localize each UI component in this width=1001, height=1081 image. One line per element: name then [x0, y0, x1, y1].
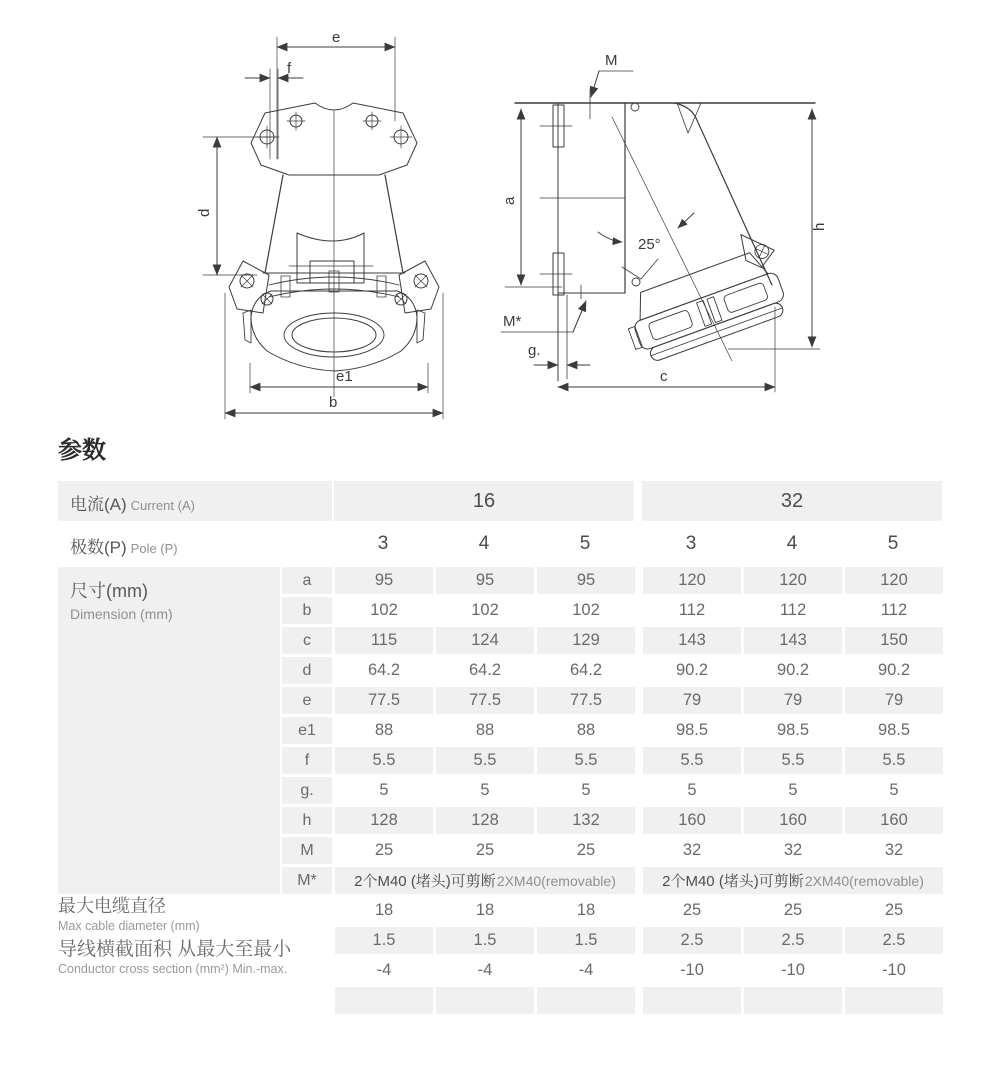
dim-label-e1: e1 — [336, 368, 353, 385]
cross-max-row — [282, 957, 946, 984]
dim-a-0: 95 — [335, 567, 433, 594]
dim-f-4: 5.5 — [744, 747, 842, 774]
dim-g.-2: 5 — [581, 781, 591, 799]
dim-g.-5: 5 — [889, 781, 899, 799]
dim-span-en: 2XM40(removable) — [496, 872, 616, 889]
body-left-edge — [265, 175, 283, 273]
m-leader — [591, 71, 599, 97]
dimension-rows — [282, 567, 946, 897]
pole-value-1: 4 — [478, 533, 490, 554]
dim-a-2: 95 — [537, 567, 635, 594]
dim-row-c — [282, 627, 946, 654]
cross-min-value-5: 2.5 — [845, 927, 943, 954]
dim-label-c: c — [660, 368, 668, 385]
cross-max-value-3: -10 — [680, 961, 704, 979]
dim-d-4: 90.2 — [776, 661, 810, 679]
empty-value-4 — [744, 987, 842, 1014]
dim-row-d — [282, 657, 946, 684]
pole-label-en: Pole (P) — [130, 541, 178, 556]
dim-label-e: e — [332, 29, 341, 46]
dim-M-0: 25 — [374, 841, 394, 859]
dim-e1-2: 88 — [576, 721, 596, 739]
dim-M-4: 32 — [783, 841, 803, 859]
parameter-table — [58, 481, 948, 1016]
dim-label-g: g. — [528, 342, 541, 359]
dim-b-5: 112 — [880, 601, 908, 619]
dim-h-4: 160 — [744, 807, 842, 834]
dim-c-5: 150 — [845, 627, 943, 654]
dim-h-3: 160 — [643, 807, 741, 834]
dim-a-3: 120 — [643, 567, 741, 594]
current-label-zh: 电流(A) — [70, 495, 127, 514]
max-cable-value-2: 18 — [576, 901, 596, 919]
dim-g.-4: 5 — [788, 781, 798, 799]
dim-e1-0: 88 — [374, 721, 394, 739]
dim-e-0: 77.5 — [335, 687, 433, 714]
bottom-flange-left — [229, 261, 269, 313]
dimension-label-en: Dimension (mm) — [70, 606, 173, 622]
conductor-label — [58, 934, 291, 976]
pole-value-0: 3 — [377, 533, 389, 554]
dim-M-2: 25 — [576, 841, 596, 859]
dim-a-1: 95 — [436, 567, 534, 594]
dim-b-0: 102 — [370, 601, 398, 619]
section-heading: 参数 — [58, 437, 106, 464]
current-label — [58, 481, 332, 521]
current-group-32: 32 — [642, 481, 942, 521]
dim-e-5: 79 — [845, 687, 943, 714]
cross-max-value-5: -10 — [882, 961, 906, 979]
dim-label-m-star: M* — [503, 313, 522, 330]
dim-key-g.: g. — [282, 777, 332, 804]
dim-h-5: 160 — [845, 807, 943, 834]
cross-min-value-2: 1.5 — [537, 927, 635, 954]
dim-key-a: a — [282, 567, 332, 594]
pole-label — [58, 524, 332, 564]
max-cable-value-1: 18 — [475, 901, 495, 919]
max-cable-value-5: 25 — [884, 901, 904, 919]
dim-c-4: 143 — [744, 627, 842, 654]
dim-row-M — [282, 837, 946, 864]
dim-g.-0: 5 — [379, 781, 389, 799]
empty-value-2 — [537, 987, 635, 1014]
pole-value-2: 5 — [579, 533, 591, 554]
dim-key-e: e — [282, 687, 332, 714]
dim-row-e — [282, 687, 946, 714]
empty-row — [282, 987, 946, 1014]
dim-b-4: 112 — [779, 601, 807, 619]
dim-span-en: 2XM40(removable) — [804, 872, 924, 889]
dim-b-2: 102 — [572, 601, 600, 619]
dim-key-h: h — [282, 807, 332, 834]
dim-e1-4: 98.5 — [776, 721, 810, 739]
dim-f-3: 5.5 — [643, 747, 741, 774]
dimension-label-zh: 尺寸(mm) — [70, 581, 148, 601]
conductor-label-en: Conductor cross section (mm²) Min.-max. — [58, 962, 288, 976]
dim-label-f: f — [287, 60, 292, 77]
pole-values — [334, 524, 945, 564]
dim-e1-3: 98.5 — [675, 721, 709, 739]
empty-value-0 — [335, 987, 433, 1014]
angle-label: 25° — [638, 236, 661, 253]
dim-row-b — [282, 597, 946, 624]
max-cable-label-en: Max cable diameter (mm) — [58, 919, 200, 933]
dim-e1-1: 88 — [475, 721, 495, 739]
dim-c-2: 129 — [537, 627, 635, 654]
dim-row-e1 — [282, 717, 946, 744]
dim-label-b: b — [329, 394, 338, 411]
dim-row-a — [282, 567, 946, 594]
dim-key-f: f — [282, 747, 332, 774]
dim-key-b: b — [282, 597, 332, 624]
bottom-rows — [282, 897, 946, 1017]
cross-max-value-4: -10 — [781, 961, 805, 979]
dim-label-h: h — [811, 222, 828, 231]
dim-span-zh: 2个M40 (堵头)可剪断 — [662, 873, 804, 890]
dim-a-5: 120 — [845, 567, 943, 594]
dim-key-c: c — [282, 627, 332, 654]
dim-h-0: 128 — [335, 807, 433, 834]
dim-M-1: 25 — [475, 841, 495, 859]
dim-key-e1: e1 — [282, 717, 332, 744]
dim-d-5: 90.2 — [877, 661, 911, 679]
max-cable-value-3: 25 — [682, 901, 702, 919]
dim-key-M: M — [282, 837, 332, 864]
cross-min-value-4: 2.5 — [744, 927, 842, 954]
dim-d-2: 64.2 — [569, 661, 603, 679]
dim-row-f — [282, 747, 946, 774]
dim-row-g. — [282, 777, 946, 804]
dim-g.-1: 5 — [480, 781, 490, 799]
cross-min-value-3: 2.5 — [643, 927, 741, 954]
dim-h-2: 132 — [537, 807, 635, 834]
dim-span-zh: 2个M40 (堵头)可剪断 — [354, 873, 496, 890]
dim-key-d: d — [282, 657, 332, 684]
front-view-drawing — [183, 25, 453, 435]
current-group-16: 16 — [334, 481, 634, 521]
cross-max-value-0: -4 — [376, 961, 392, 979]
dim-label-M: M — [605, 52, 618, 69]
dim-a-4: 120 — [744, 567, 842, 594]
pole-row — [58, 524, 945, 564]
current-row — [58, 481, 942, 521]
dim-g.-3: 5 — [687, 781, 697, 799]
cross-min-spacer — [282, 927, 332, 954]
body-right-edge — [385, 175, 403, 273]
empty-value-5 — [845, 987, 943, 1014]
dimension-label — [58, 567, 280, 894]
pole-label-zh: 极数(P) — [70, 538, 127, 557]
m-star-leader — [573, 301, 586, 332]
dim-d-1: 64.2 — [468, 661, 502, 679]
dim-d-0: 64.2 — [367, 661, 401, 679]
dim-f-0: 5.5 — [335, 747, 433, 774]
cross-max-value-2: -4 — [578, 961, 594, 979]
current-label-en: Current (A) — [130, 498, 195, 513]
bottom-flange-right — [399, 261, 439, 313]
conductor-label-zh: 导线横截面积 从最大至最小 — [58, 939, 292, 960]
dim-row-h — [282, 807, 946, 834]
dim-d-3: 90.2 — [675, 661, 709, 679]
socket-axis — [612, 117, 732, 361]
dim-e1-5: 98.5 — [877, 721, 911, 739]
max-cable-value-0: 18 — [374, 901, 394, 919]
cross-min-value-0: 1.5 — [335, 927, 433, 954]
cross-min-row — [282, 927, 946, 954]
dim-e-3: 79 — [643, 687, 741, 714]
max-cable-value-4: 25 — [783, 901, 803, 919]
cross-max-spacer — [282, 957, 332, 984]
side-view-drawing — [470, 35, 870, 415]
dim-e-4: 79 — [744, 687, 842, 714]
dim-key-M*: M* — [282, 867, 332, 894]
dim-M-3: 32 — [682, 841, 702, 859]
dim-f-5: 5.5 — [845, 747, 943, 774]
dim-c-1: 124 — [436, 627, 534, 654]
dim-h-1: 128 — [436, 807, 534, 834]
dim-c-0: 115 — [335, 627, 433, 654]
pole-value-4: 4 — [786, 533, 798, 554]
cross-min-value-1: 1.5 — [436, 927, 534, 954]
dim-c-3: 143 — [643, 627, 741, 654]
dim-span-0 — [335, 867, 635, 894]
dim-span-1 — [643, 867, 943, 894]
max-cable-label-zh: 最大电缆直径 — [58, 896, 166, 916]
dim-b-1: 102 — [471, 601, 499, 619]
dim-M-5: 32 — [884, 841, 904, 859]
dim-label-a: a — [501, 196, 518, 205]
max-cable-spacer — [282, 897, 332, 924]
dim-f-2: 5.5 — [537, 747, 635, 774]
dim-e-1: 77.5 — [436, 687, 534, 714]
max-cable-row — [282, 897, 946, 924]
pole-value-3: 3 — [685, 533, 697, 554]
dim-b-3: 112 — [678, 601, 706, 619]
empty-spacer — [282, 987, 332, 1014]
empty-value-1 — [436, 987, 534, 1014]
max-cable-label — [58, 892, 200, 933]
dim-f-1: 5.5 — [436, 747, 534, 774]
cross-max-value-1: -4 — [477, 961, 493, 979]
dim-label-d: d — [196, 208, 213, 217]
dim-e-2: 77.5 — [537, 687, 635, 714]
empty-value-3 — [643, 987, 741, 1014]
pole-value-5: 5 — [887, 533, 899, 554]
dim-row-M* — [282, 867, 946, 894]
